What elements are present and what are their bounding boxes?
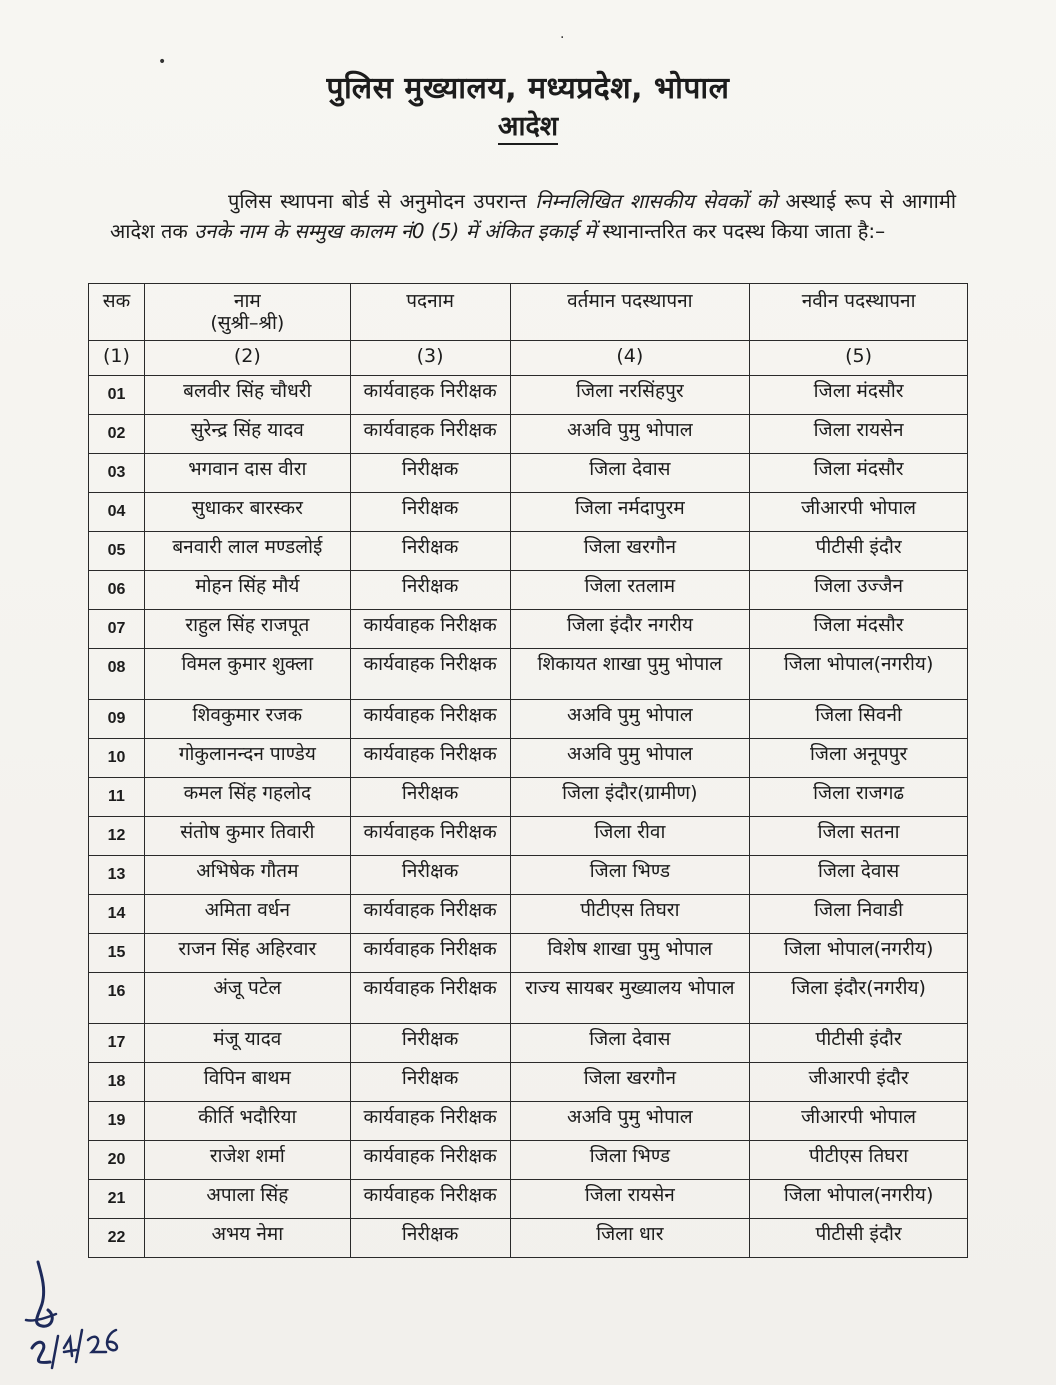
- table-row: [89, 376, 968, 415]
- cell-new-posting: जिला उज्जैन: [750, 571, 968, 610]
- cell-sno: 21: [89, 1180, 145, 1219]
- header-name-label: नाम: [233, 290, 261, 312]
- cell-name: मंजू यादव: [144, 1024, 350, 1063]
- cell-name: संतोष कुमार तिवारी: [144, 817, 350, 856]
- cell-new-posting: जिला सिवनी: [750, 700, 968, 739]
- cell-current-posting: जिला देवास: [510, 454, 750, 493]
- cell-designation: निरीक्षक: [350, 1219, 510, 1258]
- cell-name: अभिषेक गौतम: [144, 856, 350, 895]
- intro-text: अस्थाई रूप से आगामी आदेश तक: [110, 189, 956, 243]
- intro-text-italic: उनके नाम के सम्मुख कालम नं0 (5) में अंकित इकाई में: [194, 219, 597, 243]
- cell-new-posting: पीटीएस तिघरा: [750, 1141, 968, 1180]
- cell-current-posting: जिला इंदौर नगरीय: [510, 610, 750, 649]
- column-number: (3): [350, 341, 510, 376]
- cell-new-posting: जिला मंदसौर: [750, 376, 968, 415]
- cell-sno: 12: [89, 817, 145, 856]
- table-row: [89, 1102, 968, 1141]
- cell-name: राजेश शर्मा: [144, 1141, 350, 1180]
- cell-current-posting: जिला भिण्ड: [510, 856, 750, 895]
- cell-name: सुधाकर बारस्कर: [144, 493, 350, 532]
- scan-dot: ·: [560, 30, 565, 46]
- cell-current-posting: अअवि पुमु भोपाल: [510, 1102, 750, 1141]
- header-name: [144, 284, 350, 341]
- table-row: [89, 856, 968, 895]
- header-new-posting: नवीन पदस्थापना: [750, 284, 968, 341]
- header-sno: सक: [89, 284, 145, 341]
- cell-new-posting: जिला भोपाल(नगरीय): [750, 934, 968, 973]
- cell-sno: 06: [89, 571, 145, 610]
- cell-sno: 05: [89, 532, 145, 571]
- cell-name: भगवान दास वीरा: [144, 454, 350, 493]
- cell-current-posting: जिला रतलाम: [510, 571, 750, 610]
- table-row: [89, 649, 968, 700]
- table-row: [89, 895, 968, 934]
- table-row: [89, 532, 968, 571]
- cell-current-posting: शिकायत शाखा पुमु भोपाल: [510, 649, 750, 700]
- cell-name: कमल सिंह गहलोद: [144, 778, 350, 817]
- table-row: [89, 1219, 968, 1258]
- cell-current-posting: जिला देवास: [510, 1024, 750, 1063]
- cell-current-posting: विशेष शाखा पुमु भोपाल: [510, 934, 750, 973]
- header-designation: पदनाम: [350, 284, 510, 341]
- intro-text: स्थानान्तरित कर पदस्थ किया जाता है:–: [596, 219, 886, 243]
- table-row: [89, 1024, 968, 1063]
- cell-current-posting: जिला रीवा: [510, 817, 750, 856]
- cell-designation: कार्यवाहक निरीक्षक: [350, 376, 510, 415]
- table-row: [89, 415, 968, 454]
- table-row: [89, 571, 968, 610]
- cell-new-posting: जिला रायसेन: [750, 415, 968, 454]
- cell-designation: निरीक्षक: [350, 856, 510, 895]
- table-row: [89, 1180, 968, 1219]
- intro-text-italic: निम्नलिखित शासकीय सेवकों को: [535, 189, 777, 213]
- cell-new-posting: जीआरपी इंदौर: [750, 1063, 968, 1102]
- cell-name: सुरेन्द्र सिंह यादव: [144, 415, 350, 454]
- cell-designation: निरीक्षक: [350, 571, 510, 610]
- cell-name: बलवीर सिंह चौधरी: [144, 376, 350, 415]
- cell-designation: कार्यवाहक निरीक्षक: [350, 817, 510, 856]
- table-header-row: [89, 284, 968, 341]
- intro-paragraph: [110, 186, 956, 246]
- cell-new-posting: जीआरपी भोपाल: [750, 1102, 968, 1141]
- cell-designation: निरीक्षक: [350, 454, 510, 493]
- cell-sno: 18: [89, 1063, 145, 1102]
- cell-name: अमिता वर्धन: [144, 895, 350, 934]
- cell-current-posting: जिला नरसिंहपुर: [510, 376, 750, 415]
- table-row: [89, 610, 968, 649]
- cell-sno: 13: [89, 856, 145, 895]
- cell-current-posting: पीटीएस तिघरा: [510, 895, 750, 934]
- cell-current-posting: राज्य सायबर मुख्यालय भोपाल: [510, 973, 750, 1024]
- table-row: [89, 1141, 968, 1180]
- document-title: पुलिस मुख्यालय, मध्यप्रदेश, भोपाल: [326, 71, 730, 106]
- column-number: (4): [510, 341, 750, 376]
- cell-sno: 16: [89, 973, 145, 1024]
- table-row: [89, 934, 968, 973]
- handwritten-signature: [12, 1256, 122, 1376]
- cell-name: अंजू पटेल: [144, 973, 350, 1024]
- cell-new-posting: जिला सतना: [750, 817, 968, 856]
- table-row: [89, 973, 968, 1024]
- cell-sno: 20: [89, 1141, 145, 1180]
- cell-current-posting: जिला भिण्ड: [510, 1141, 750, 1180]
- cell-designation: कार्यवाहक निरीक्षक: [350, 1102, 510, 1141]
- cell-current-posting: अअवि पुमु भोपाल: [510, 700, 750, 739]
- table-row: [89, 454, 968, 493]
- table-row: [89, 1063, 968, 1102]
- column-number: (5): [750, 341, 968, 376]
- cell-new-posting: पीटीसी इंदौर: [750, 1219, 968, 1258]
- cell-sno: 11: [89, 778, 145, 817]
- table-row: [89, 493, 968, 532]
- cell-new-posting: पीटीसी इंदौर: [750, 1024, 968, 1063]
- cell-current-posting: जिला खरगौन: [510, 532, 750, 571]
- column-number-row: [89, 341, 968, 376]
- cell-sno: 14: [89, 895, 145, 934]
- header-name-sub: (सुश्री–श्री): [210, 312, 285, 334]
- cell-name: अपाला सिंह: [144, 1180, 350, 1219]
- cell-new-posting: जीआरपी भोपाल: [750, 493, 968, 532]
- cell-designation: निरीक्षक: [350, 532, 510, 571]
- cell-current-posting: जिला रायसेन: [510, 1180, 750, 1219]
- cell-designation: निरीक्षक: [350, 1063, 510, 1102]
- cell-new-posting: जिला देवास: [750, 856, 968, 895]
- cell-sno: 17: [89, 1024, 145, 1063]
- cell-new-posting: जिला भोपाल(नगरीय): [750, 1180, 968, 1219]
- cell-name: राहुल सिंह राजपूत: [144, 610, 350, 649]
- cell-new-posting: जिला भोपाल(नगरीय): [750, 649, 968, 700]
- cell-sno: 15: [89, 934, 145, 973]
- cell-sno: 19: [89, 1102, 145, 1141]
- cell-designation: निरीक्षक: [350, 1024, 510, 1063]
- cell-designation: कार्यवाहक निरीक्षक: [350, 1141, 510, 1180]
- cell-sno: 03: [89, 454, 145, 493]
- cell-sno: 09: [89, 700, 145, 739]
- cell-new-posting: जिला निवाडी: [750, 895, 968, 934]
- table-row: [89, 739, 968, 778]
- cell-new-posting: जिला मंदसौर: [750, 610, 968, 649]
- cell-sno: 10: [89, 739, 145, 778]
- cell-name: मोहन सिंह मौर्य: [144, 571, 350, 610]
- order-heading: आदेश: [498, 111, 558, 145]
- cell-designation: कार्यवाहक निरीक्षक: [350, 973, 510, 1024]
- cell-name: विमल कुमार शुक्ला: [144, 649, 350, 700]
- cell-new-posting: जिला इंदौर(नगरीय): [750, 973, 968, 1024]
- cell-designation: कार्यवाहक निरीक्षक: [350, 610, 510, 649]
- cell-designation: कार्यवाहक निरीक्षक: [350, 415, 510, 454]
- table-row: [89, 778, 968, 817]
- cell-sno: 01: [89, 376, 145, 415]
- cell-current-posting: अअवि पुमु भोपाल: [510, 415, 750, 454]
- cell-new-posting: जिला मंदसौर: [750, 454, 968, 493]
- cell-sno: 22: [89, 1219, 145, 1258]
- cell-name: विपिन बाथम: [144, 1063, 350, 1102]
- cell-new-posting: जिला अनूपपुर: [750, 739, 968, 778]
- table-body: [89, 376, 968, 1258]
- cell-designation: कार्यवाहक निरीक्षक: [350, 739, 510, 778]
- cell-designation: निरीक्षक: [350, 493, 510, 532]
- cell-sno: 07: [89, 610, 145, 649]
- intro-text: पुलिस स्थापना बोर्ड से अनुमोदन उपरान्त: [228, 189, 536, 213]
- transfer-table: [88, 283, 968, 1258]
- cell-name: शिवकुमार रजक: [144, 700, 350, 739]
- cell-designation: कार्यवाहक निरीक्षक: [350, 700, 510, 739]
- cell-name: बनवारी लाल मण्डलोई: [144, 532, 350, 571]
- cell-current-posting: जिला धार: [510, 1219, 750, 1258]
- cell-current-posting: जिला खरगौन: [510, 1063, 750, 1102]
- cell-designation: कार्यवाहक निरीक्षक: [350, 934, 510, 973]
- cell-designation: कार्यवाहक निरीक्षक: [350, 895, 510, 934]
- cell-name: कीर्ति भदौरिया: [144, 1102, 350, 1141]
- cell-new-posting: जिला राजगढ: [750, 778, 968, 817]
- cell-current-posting: जिला इंदौर(ग्रामीण): [510, 778, 750, 817]
- cell-new-posting: पीटीसी इंदौर: [750, 532, 968, 571]
- column-number: (1): [89, 341, 145, 376]
- cell-designation: निरीक्षक: [350, 778, 510, 817]
- cell-sno: 04: [89, 493, 145, 532]
- cell-name: अभय नेमा: [144, 1219, 350, 1258]
- cell-name: गोकुलानन्दन पाण्डेय: [144, 739, 350, 778]
- document-subtitle: [0, 106, 1056, 143]
- cell-designation: कार्यवाहक निरीक्षक: [350, 1180, 510, 1219]
- table-row: [89, 700, 968, 739]
- column-number: (2): [144, 341, 350, 376]
- header-current-posting: वर्तमान पदस्थापना: [510, 284, 750, 341]
- cell-current-posting: जिला नर्मदापुरम: [510, 493, 750, 532]
- cell-sno: 02: [89, 415, 145, 454]
- scan-dot: •: [158, 54, 167, 70]
- cell-name: राजन सिंह अहिरवार: [144, 934, 350, 973]
- table-row: [89, 817, 968, 856]
- cell-current-posting: अअवि पुमु भोपाल: [510, 739, 750, 778]
- cell-sno: 08: [89, 649, 145, 700]
- cell-designation: कार्यवाहक निरीक्षक: [350, 649, 510, 700]
